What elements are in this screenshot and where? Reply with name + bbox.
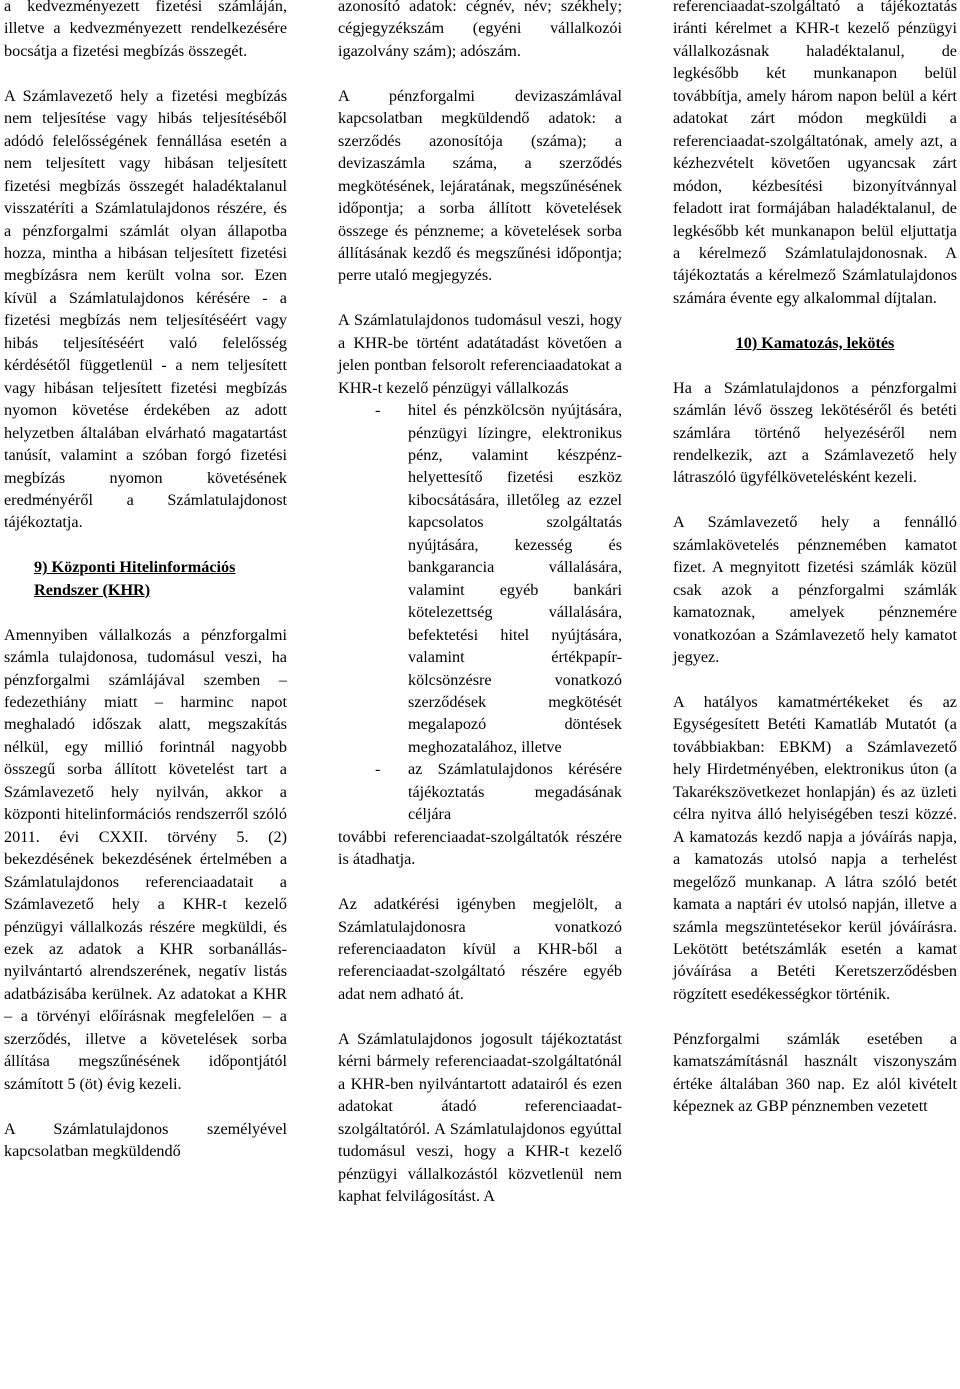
list-item-text: hitel és pénzkölcsön nyújtására, pénzügyi lízingre, elektronikus pénz, valamint készpénz-helyettesítő fizetési eszköz kibocsátására, illetőleg az ezzel kapcsolatos szolgáltatás nyújtására, kezesség és bankgarancia vállalására, valamint egyéb bankári kötelezettség vállalására, befektetési hitel nyújtására, valamint értékpapír-kölcsönzésre vonatkozó szerződések megkötését megalapozó döntések meghozatalához, illetve	[408, 401, 622, 756]
paragraph-identification-data: azonosító adatok: cégnév, név; székhely; cégjegyzékszám (egyéni vállalkozói igazolvány szám); adószám.	[338, 0, 622, 60]
list-item	[338, 399, 622, 758]
purpose-list	[338, 399, 622, 826]
section-heading-interest: 10) Kamatozás, lekötés	[735, 333, 895, 352]
paragraph-information-right: A Számlatulajdonos jogosult tájékoztatást kérni bármely referenciaadat-szolgáltatónál a KHR-ben nyilvántartott adatairól és ezen adatokat átadó referenciaadat-szolgáltatóról. A Számlatulajdonos egyúttal tudomásul veszi, hogy a KHR-t kezelő pénzügyi vállalkozástól közvetlenül nem kaphat felvilágosítást. A	[338, 1029, 622, 1205]
paragraph-request-forwarding: referenciaadat-szolgáltató a tájékoztatás iránti kérelmet a KHR-t kezelő pénzügyi vállalkozásnak haladéktalanul, de legkésőbb két munkanapon belül továbbítja, amely három napon belül a kért adatokat zárt módon megküldi a referenciaadat-szolgáltatónak, amely azt, a kézhezvételt követően ugyancsak zárt módon, kézbesítési bizonyítvánnyal feladott irat formájában haladéktalanul, de legkésőbb két munkanapon belül eljuttatja a kérelmező Számlatulajdonosnak. A tájékoztatás a kérelmező Számlatulajdonos számára évente egy alkalommal díjtalan.	[673, 0, 957, 307]
column-left	[4, 0, 287, 1163]
paragraph-fx-account-data: A pénzforgalmi devizaszámlával kapcsolatban megküldendő adatok: a szerződés azonosítója (száma); a devizaszámla száma, a szerződés megkötésének, lejáratának, megszűnésének időpontja; a sorba állított követelések összege és pénzneme; a követelések sorba állításának kezdő és megszűnési időpontja; perre utaló megjegyzés.	[338, 86, 622, 285]
paragraph-demand-deposit: Ha a Számlatulajdonos a pénzforgalmi számlán lévő összeg lekötéséről és betéti számlára történő helyezéséről nem rendelkezik, azt a Számlavezető hely látraszóló ügyfélkövetelésként kezeli.	[673, 378, 957, 487]
section-heading-khr: 9) Központi Hitelinformációs Rendszer (KHR)	[34, 558, 236, 599]
paragraph-day-count: Pénzforgalmi számlák esetében a kamatszámításnál használt viszonyszám értéke általában 360 nap. Ez alól kivételt képeznek az GBP pénznemben vezetett	[673, 1029, 957, 1116]
column-middle	[338, 0, 622, 1207]
paragraph-data-restriction: Az adatkérési igényben megjelölt, a Számlatulajdonosra vonatkozó referenciaadaton kívül a KHR-ből a referenciaadat-szolgáltató részére egyéb adat nem adható át.	[338, 895, 622, 1003]
list-item	[338, 758, 622, 825]
paragraph-khr-transfer: Amennyiben vállalkozás a pénzforgalmi számla tulajdonosa, tudomásul veszi, ha pénzforgalmi számlájával szemben – fedezethiány miatt – harminc napot meghaladó időszak alatt, megszakítás nélkül, egy millió forintnál nagyobb összegű sorba állított követelést tart a Számlavezető hely nyilván, akkor a központi hitelinformációs rendszerről szóló 2011. évi CXXII. törvény 5. (2) bekezdésének bekezdésének értelmében a Számlatulajdonos referenciaadatait a Számlavezető hely a KHR-t kezelő pénzügyi vállalkozás részére megküldi, és ezek az adatok a KHR sorbanállás-nyilvántartó alrendszerének, negatív listás adatbázisába kerülnek. Az adatokat a KHR – a törvényi előírásnak megfelelően – a szerződés, illetve a követelések sorba állítása megszűnésének időpontjától számított 5 (öt) évig kezeli.	[4, 625, 287, 1093]
paragraph-data-transfer-ack: A Számlatulajdonos tudomásul veszi, hogy a KHR-be történt adatátadást követően a jelen pontban felsorolt referenciaadatokat a KHR-t kezelő pénzügyi vállalkozás	[338, 311, 622, 397]
dash-bullet: -	[375, 760, 381, 779]
paragraph-liability-refund: A Számlavezető hely a fizetési megbízás nem teljesítése vagy hibás teljesítéséből adódó felelősségének fennállása esetén a nem teljesített vagy hibásan teljesített fizetési megbízás összegét haladéktalanul visszatéríti a Számlatulajdonos részére, és a pénzforgalmi számlát olyan állapotba hozza, mintha a hibásan teljesített fizetési megbízásra nem került volna sor. Ezen kívül a Számlatulajdonos kérésére - a fizetési megbízás nem teljesítéséért vagy hibás teljesítéséért való felelősség kérdésétől függetlenül - a nem teljesített vagy hibásan teljesített fizetési megbízás nyomon követése érdekében az adott helyzetben általában elvárható magatartást tanúsít, valamint a szóban forgó fizetési megbízás nyomon követésének eredményéről a Számlatulajdonost tájékoztatja.	[4, 86, 287, 532]
list-item-text: az Számlatulajdonos kérésére tájékoztatás megadásának céljára	[408, 760, 622, 824]
dash-bullet: -	[375, 401, 381, 420]
column-right	[673, 0, 957, 1118]
paragraph-further-providers: további referenciaadat-szolgáltatók részére is átadhatja.	[338, 827, 622, 869]
paragraph-owner-data-intro: A Számlatulajdonos személyével kapcsolatban megküldendő	[4, 1119, 287, 1161]
paragraph-payee-account: a kedvezményezett fizetési számláján, illetve a kedvezményezett rendelkezésére bocsátja a fizetési megbízás összegét.	[4, 0, 287, 60]
paragraph-interest-rates: A hatályos kamatmértékeket és az Egységesített Betéti Kamatláb Mutatót (a továbbiakban: EBKM) a Számlavezető hely Hirdetményében, elektronikus úton (a Takarékszövetkezet honlapján) és az üzleti célra nyitva álló helyiségében teszi közzé. A kamatozás kezdő napja a jóváírás napja, a kamatozás utolsó napja a terhelést megelőző munkanap. A látra szóló betét kamata a naptári év utolsó napján, illetve a számla megszüntetésekor kerül jóváírásra. Lekötött betétszámlák esetén a kamat jóváírása a Betéti Keretszerződésben rögzített esedékességkor történik.	[673, 692, 957, 1003]
paragraph-interest-payment: A Számlavezető hely a fennálló számlakövetelés pénznemében kamatot fizet. A megnyitott fizetési számlák közül csak azok a pénzforgalmi számlák kamatoznak, amelyek pénznemére vonatkozóan a Számlavezető hely kamatot jegyez.	[673, 513, 957, 667]
